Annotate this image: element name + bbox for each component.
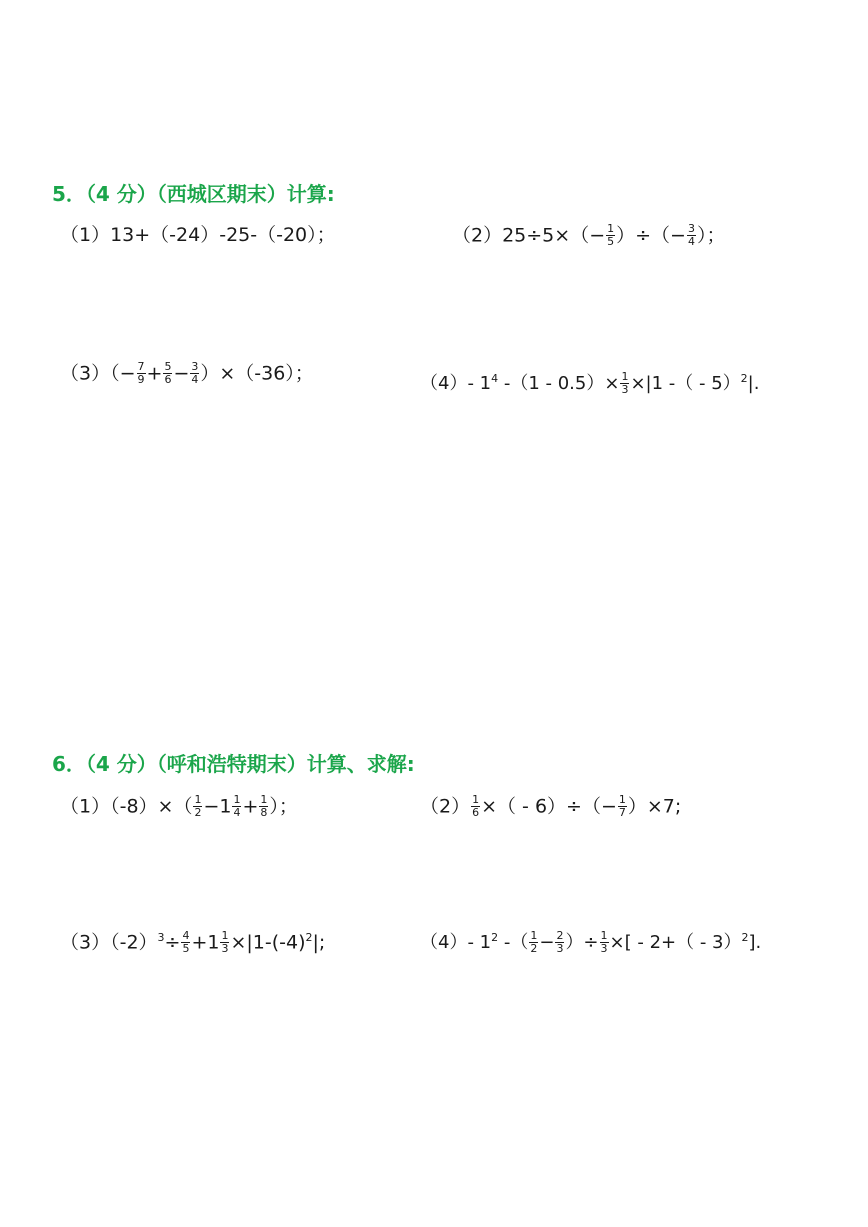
question-6-heading: 6．（4 分）（呼和浩特期末）计算、求解: [52,752,415,776]
question-5-heading: 5．（4 分）（西城区期末）计算: [52,182,335,206]
q6-problem-1: （1）（-8）×（ $\frac{1}{2}$ −1 $\frac{1}{4}$ + $\frac{1}{8}$ ）； [60,793,298,819]
fraction: $\frac{1}{5}$ [607,222,615,248]
fraction: $\frac{1}{7}$ [618,793,626,819]
fraction: $\frac{4}{5}$ [182,929,190,955]
q5-problem-1: （1）13+（-24）-25-（-20）； [60,224,336,246]
q6-problem-2: （2） $\frac{1}{6}$ ×（ - 6）÷（− $\frac{1}{7}$ ）×7; [420,793,682,819]
fraction: $\frac{1}{8}$ [260,793,268,819]
q6-problem-4: （4）- $1^2$ -（ $\frac{1}{2}$ − $\frac{2}{3}$ ）÷ $\frac{1}{3}$ ×[ - 2+（ - 3）$^2$]. [420,929,762,955]
q5-problem-3: （3）（− $\frac{7}{9}$ + $\frac{5}{6}$ − $\frac{3}{4}$ ）×（-36）； [60,360,314,386]
fraction: $\frac{1}{6}$ [472,793,480,819]
fraction: $\frac{1}{4}$ [233,793,241,819]
fraction: $\frac{1}{3}$ [621,370,629,396]
fraction: $\frac{2}{3}$ [556,929,564,955]
fraction: $\frac{3}{4}$ [191,360,199,386]
q5-problem-2: （2）25÷5×（− $\frac{1}{5}$ ）÷（− $\frac{3}{4}$ ）； [452,222,726,248]
fraction: $\frac{1}{2}$ [530,929,538,955]
q5-problem-4: （4）- $1^4$ -（1 - 0.5）× $\frac{1}{3}$ ×|1 -（ - 5）$^2$|. [420,370,760,396]
q6-problem-3: $(3)(-2)^3\div$ $\frac{4}{5}$ +1 $\frac{1}{3}$ $\times|1-(-4)^2|$; [60,929,326,955]
fraction: $\frac{1}{3}$ [221,929,229,955]
fraction: $\frac{7}{9}$ [137,360,145,386]
fraction: $\frac{1}{2}$ [194,793,202,819]
fraction: $\frac{1}{3}$ [600,929,608,955]
fraction: $\frac{5}{6}$ [164,360,172,386]
fraction: $\frac{3}{4}$ [687,222,695,248]
